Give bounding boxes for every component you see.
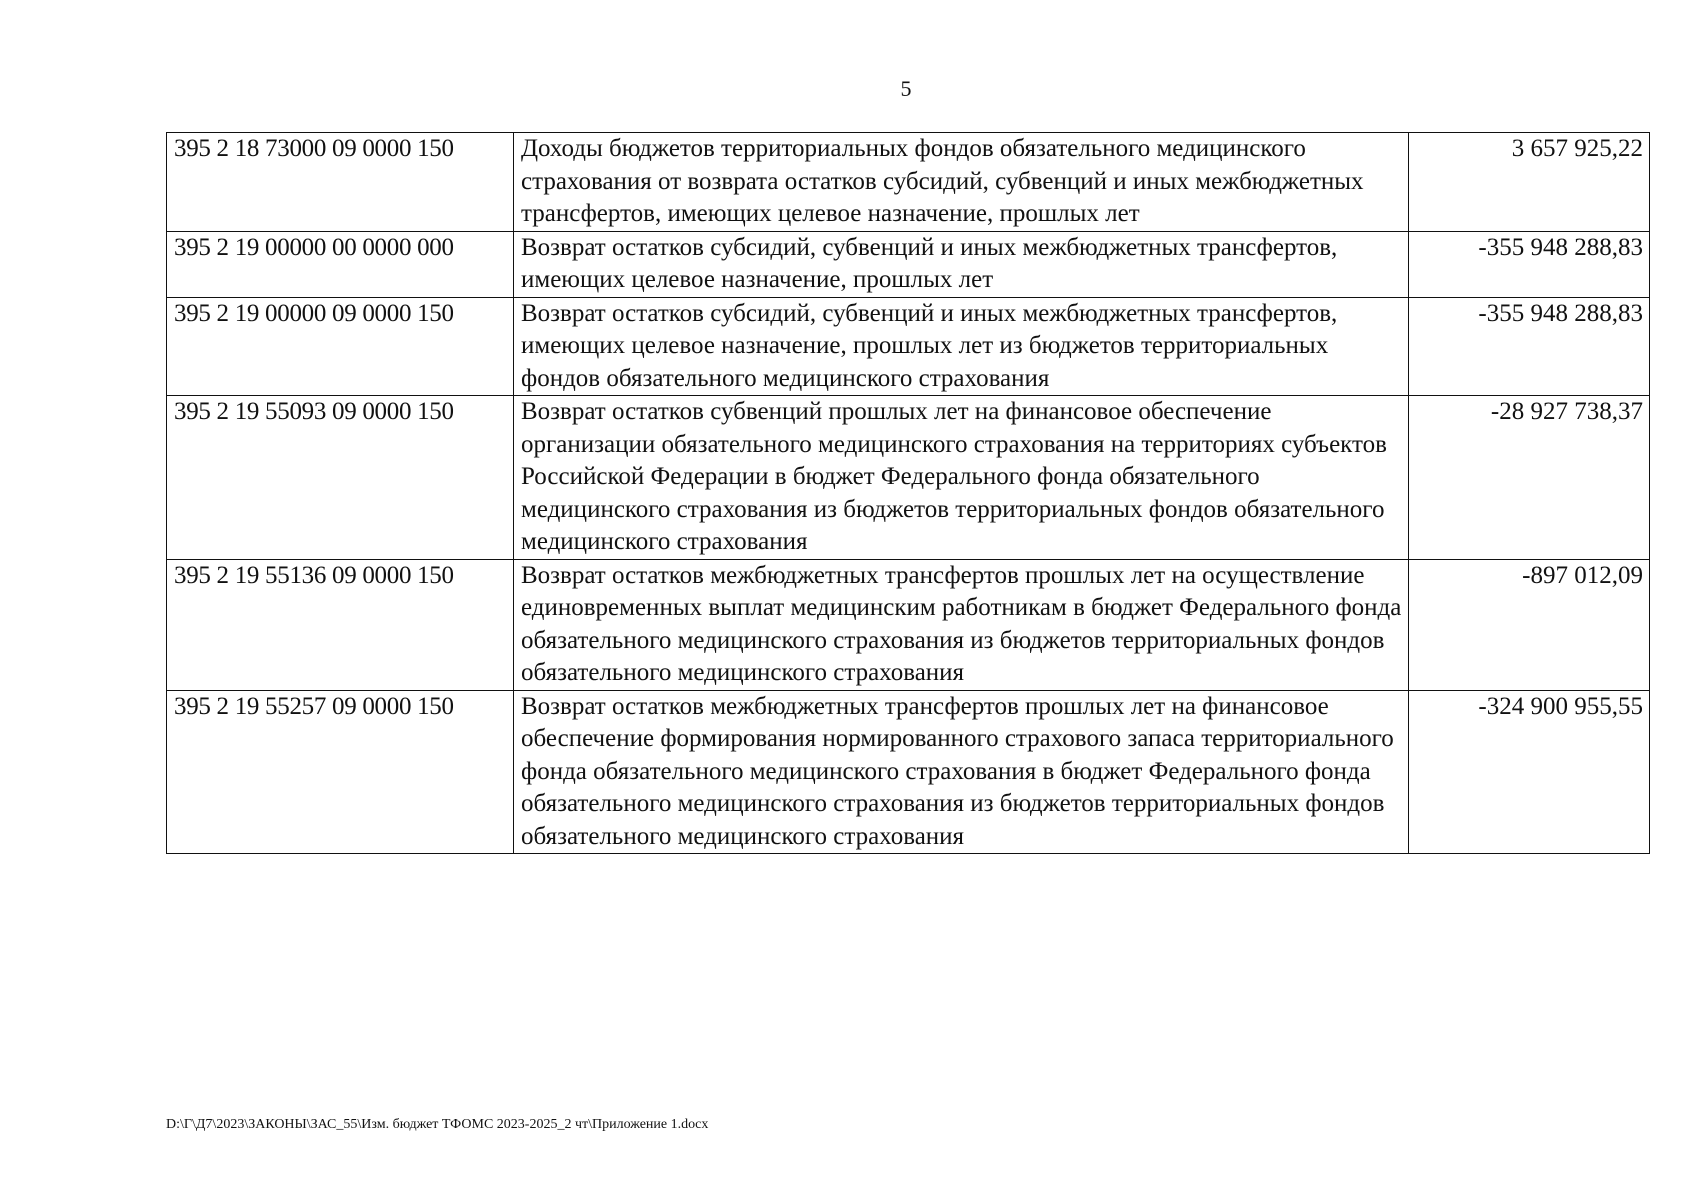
budget-name-cell: Возврат остатков межбюджетных трансфертов прошлых лет на финансовое обеспечение формирования нормированного страхового запаса территориального фонда обязательного медицинского страхования в бюджет Федерального фонда обязательного медицинского страхования из бюджетов территориальных фондов обязательного медицинского страхования [514, 690, 1409, 854]
page-number: 5 [900, 76, 912, 101]
budget-name-cell: Возврат остатков субвенций прошлых лет на финансовое обеспечение организации обязательного медицинского страхования на территориях субъектов Российской Федерации в бюджет Федерального фонда обязательного медицинского страхования из бюджетов территориальных фондов обязательного медицинского страхования [514, 396, 1409, 560]
table-row [167, 133, 1650, 232]
budget-code-cell: 395 2 19 00000 00 0000 000 [167, 231, 514, 297]
budget-name-cell: Возврат остатков субсидий, субвенций и иных межбюджетных трансфертов, имеющих целевое назначение, прошлых лет из бюджетов территориальных фондов обязательного медицинского страхования [514, 297, 1409, 396]
budget-amount-cell: -355 948 288,83 [1409, 231, 1650, 297]
budget-table [166, 132, 1650, 854]
budget-name-cell: Доходы бюджетов территориальных фондов обязательного медицинского страхования от возврата остатков субсидий, субвенций и иных межбюджетных трансфертов, имеющих целевое назначение, прошлых лет [514, 133, 1409, 232]
table-row [167, 297, 1650, 396]
table-row [167, 690, 1650, 854]
budget-amount-cell: 3 657 925,22 [1409, 133, 1650, 232]
table-row [167, 396, 1650, 560]
table-row [167, 231, 1650, 297]
budget-name-cell: Возврат остатков субсидий, субвенций и иных межбюджетных трансфертов, имеющих целевое назначение, прошлых лет [514, 231, 1409, 297]
budget-amount-cell: -28 927 738,37 [1409, 396, 1650, 560]
budget-amount-cell: -324 900 955,55 [1409, 690, 1650, 854]
budget-code-cell: 395 2 19 00000 09 0000 150 [167, 297, 514, 396]
budget-amount-cell: -897 012,09 [1409, 559, 1650, 690]
budget-code-cell: 395 2 19 55257 09 0000 150 [167, 690, 514, 854]
budget-code-cell: 395 2 19 55136 09 0000 150 [167, 559, 514, 690]
budget-amount-cell: -355 948 288,83 [1409, 297, 1650, 396]
budget-name-cell: Возврат остатков межбюджетных трансфертов прошлых лет на осуществление единовременных выплат медицинским работникам в бюджет Федерального фонда обязательного медицинского страхования из бюджетов территориальных фондов обязательного медицинского страхования [514, 559, 1409, 690]
budget-code-cell: 395 2 18 73000 09 0000 150 [167, 133, 514, 232]
table-row [167, 559, 1650, 690]
footer-file-path: D:\Г\Д7\2023\ЗАКОНЫ\ЗАС_55\Изм. бюджет ТФОМС 2023-2025_2 чт\Приложение 1.docx [166, 1117, 709, 1132]
budget-code-cell: 395 2 19 55093 09 0000 150 [167, 396, 514, 560]
